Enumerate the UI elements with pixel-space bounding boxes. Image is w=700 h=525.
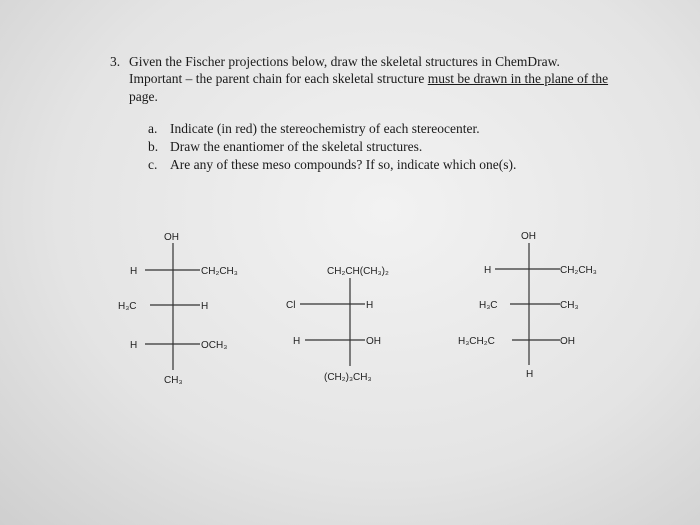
important-note-underlined: must be drawn in the plane of the xyxy=(427,71,609,86)
sub-item-text: Are any of these meso compounds? If so, indicate which one(s). xyxy=(170,157,517,172)
p3-bottom-group: H xyxy=(526,369,534,380)
fischer-projection-2 xyxy=(286,266,389,383)
p3-row2-left: H₃C xyxy=(479,300,498,311)
sub-item-letter: c. xyxy=(148,157,158,172)
p1-row1-right: CH₂CH₃ xyxy=(201,266,238,277)
p2-bottom-group: (CH₂)₃CH₃ xyxy=(324,372,372,383)
p1-row2-left: H₃C xyxy=(118,301,137,312)
p3-row1-left: H xyxy=(484,265,492,276)
p1-row3-left: H xyxy=(130,340,138,351)
question-text-line1: Given the Fischer projections below, draw the skeletal structures in ChemDraw. xyxy=(129,54,560,69)
question-number: 3. xyxy=(110,54,121,69)
p1-row3-right: OCH₃ xyxy=(201,340,228,351)
p2-row2-right: OH xyxy=(366,336,381,347)
sub-item-letter: b. xyxy=(148,139,159,154)
p1-row1-left: H xyxy=(130,266,138,277)
question-text-line3: page. xyxy=(129,89,158,104)
p1-top-group: OH xyxy=(164,232,179,243)
important-note: Important – the parent chain for each skeletal structure xyxy=(129,71,428,86)
p2-row1-left: Cl xyxy=(286,300,296,311)
sub-item-letter: a. xyxy=(148,121,158,136)
p2-row1-right: H xyxy=(366,300,374,311)
p1-row2-right: H xyxy=(201,301,209,312)
p2-row2-left: H xyxy=(293,336,301,347)
fischer-projection-1 xyxy=(118,232,238,386)
p2-top-group: CH₂CH(CH₃)₂ xyxy=(327,266,389,277)
fischer-projection-3 xyxy=(458,231,597,380)
p1-bottom-group: CH₃ xyxy=(164,375,183,386)
p3-row3-left: H₃CH₂C xyxy=(458,336,495,347)
p3-top-group: OH xyxy=(521,231,536,242)
p3-row3-right: OH xyxy=(560,336,575,347)
sub-item-text: Indicate (in red) the stereochemistry of each stereocenter. xyxy=(170,121,480,136)
p3-row2-right: CH₃ xyxy=(560,300,579,311)
p3-row1-right: CH₂CH₃ xyxy=(560,265,597,276)
sub-item-text: Draw the enantiomer of the skeletal structures. xyxy=(170,139,423,154)
